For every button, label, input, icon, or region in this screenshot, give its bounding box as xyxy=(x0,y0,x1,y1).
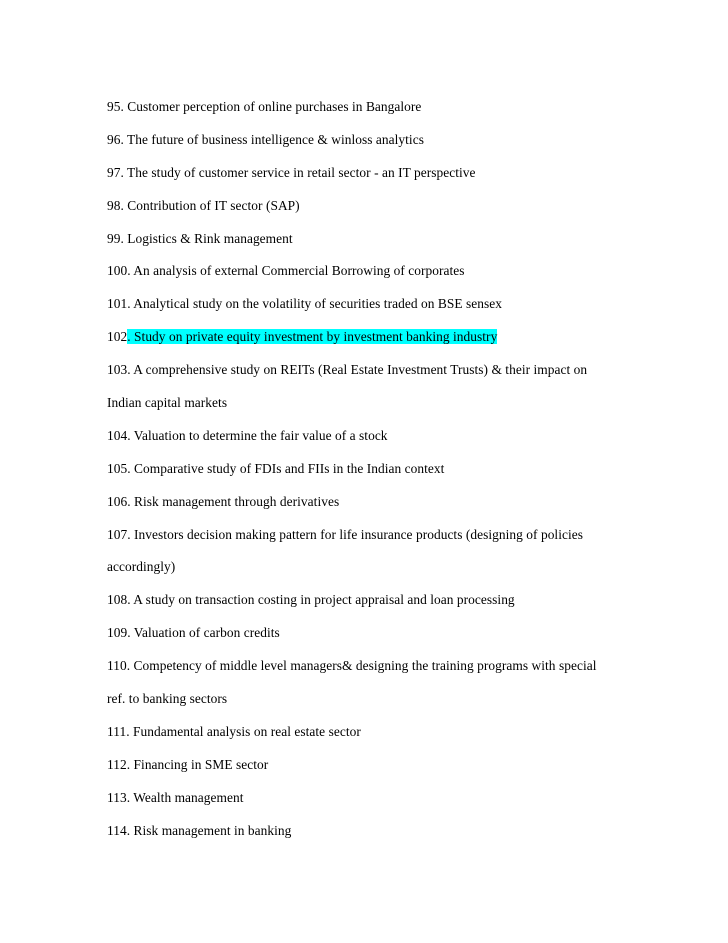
item-text: . A comprehensive study on REITs (Real Estate Investment Trusts) & their impact on xyxy=(127,362,588,378)
list-item-highlighted xyxy=(107,326,647,359)
item-number: 96 xyxy=(107,131,121,147)
item-text: . Logistics & Rink management xyxy=(120,230,293,246)
list-item xyxy=(107,721,647,754)
item-number: 103 xyxy=(107,362,128,378)
item-text: . Investors decision making pattern for life insurance products (designing of policies xyxy=(127,526,583,542)
item-number: 100 xyxy=(107,263,128,279)
list-item xyxy=(107,228,647,261)
item-text: . The future of business intelligence & winloss analytics xyxy=(120,131,424,147)
item-number: 104 xyxy=(107,427,128,443)
item-number: 98 xyxy=(107,197,121,213)
list-item xyxy=(107,754,647,787)
list-item xyxy=(107,622,647,655)
item-text: . Comparative study of FDIs and FIIs in the Indian context xyxy=(127,460,445,476)
list-item xyxy=(107,425,647,458)
topic-list xyxy=(107,96,647,852)
item-number: 95 xyxy=(107,99,121,114)
item-number: 101 xyxy=(107,296,128,312)
item-number: 108 xyxy=(107,592,128,608)
item-text: . Risk management through derivatives xyxy=(127,493,340,509)
item-text: . Contribution of IT sector (SAP) xyxy=(120,197,300,213)
item-number: 110 xyxy=(107,658,127,674)
list-item xyxy=(107,820,647,853)
list-item xyxy=(107,787,647,820)
item-number: 112 xyxy=(107,756,127,772)
item-text: accordingly) xyxy=(107,559,176,575)
list-item xyxy=(107,293,647,326)
item-text: . Risk management in banking xyxy=(126,822,292,838)
list-item xyxy=(107,458,647,491)
list-item xyxy=(107,524,647,557)
item-text: Indian capital markets xyxy=(107,395,228,411)
item-number: 107 xyxy=(107,526,128,542)
item-text: . Analytical study on the volatility of securities traded on BSE sensex xyxy=(127,296,502,312)
item-number: 111 xyxy=(107,723,127,739)
item-text: . Valuation of carbon credits xyxy=(127,625,280,641)
item-text: . Financing in SME sector xyxy=(126,756,269,772)
item-number: 106 xyxy=(107,493,128,509)
item-text: ref. to banking sectors xyxy=(107,691,228,707)
list-item xyxy=(107,96,647,129)
list-item xyxy=(107,655,647,688)
item-number: 105 xyxy=(107,460,128,476)
list-item xyxy=(107,129,647,162)
list-item-continuation xyxy=(107,556,647,589)
item-text: . Fundamental analysis on real estate sector xyxy=(126,723,361,739)
list-item-continuation xyxy=(107,688,647,721)
item-number: 102 xyxy=(107,329,128,345)
item-number: 113 xyxy=(107,789,127,805)
item-text: . The study of customer service in retail sector - an IT perspective xyxy=(120,164,476,180)
item-text: . Customer perception of online purchases in Bangalore xyxy=(120,99,422,114)
item-text: . A study on transaction costing in project appraisal and loan processing xyxy=(127,592,515,608)
list-item xyxy=(107,162,647,195)
list-item xyxy=(107,589,647,622)
list-item xyxy=(107,195,647,228)
list-item-continuation xyxy=(107,392,647,425)
item-text: . Wealth management xyxy=(126,789,244,805)
highlighted-text: . Study on private equity investment by investment banking industry xyxy=(127,329,498,345)
list-item xyxy=(107,491,647,524)
item-text: . Competency of middle level managers& designing the training programs with special xyxy=(126,658,597,674)
item-number: 114 xyxy=(107,822,127,838)
item-text: . Valuation to determine the fair value of a stock xyxy=(127,427,388,443)
list-item xyxy=(107,359,647,392)
list-item xyxy=(107,260,647,293)
item-text: . An analysis of external Commercial Borrowing of corporates xyxy=(127,263,465,279)
item-number: 99 xyxy=(107,230,121,246)
item-number: 109 xyxy=(107,625,128,641)
item-number: 97 xyxy=(107,164,121,180)
